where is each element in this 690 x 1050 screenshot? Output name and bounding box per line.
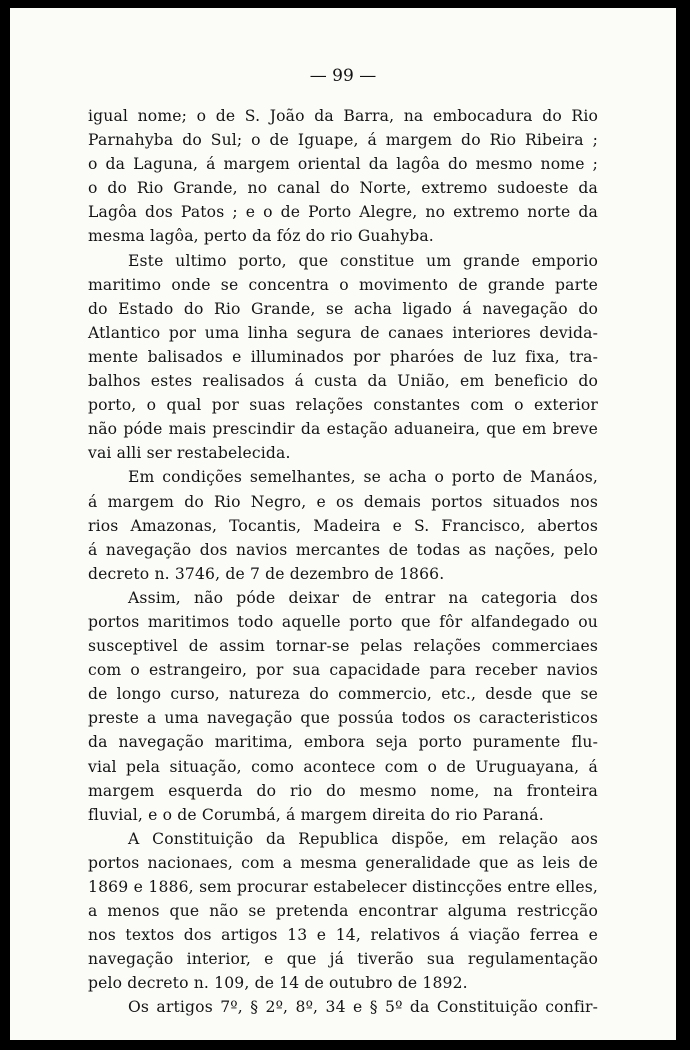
text-line: decreto n. 3746, de 7 de dezembro de 1866.: [88, 564, 445, 583]
text-line: maritimo onde se concentra o movimento de grande parte: [88, 275, 598, 294]
text-line: não póde mais prescindir da estação aduaneira, que em breve: [88, 420, 598, 439]
text-line: com o estrangeiro, por sua capacidade para receber navios: [88, 661, 598, 680]
text-line: pelo decreto n. 109, de 14 de outubro de 1892.: [88, 974, 468, 993]
text-line: o do Rio Grande, no canal do Norte, extremo sudoeste da: [88, 179, 598, 198]
text-line: susceptivel de assim tornar-se pelas relações commerciaes: [88, 637, 598, 656]
text-line: fluvial, e o de Corumbá, á margem direita do rio Paraná.: [88, 805, 544, 824]
text-line: preste a uma navegação que possúa todos os caracteristicos: [88, 709, 598, 728]
text-line: Lagôa dos Patos ; e o de Porto Alegre, no extremo norte da: [88, 203, 598, 222]
text-line: á navegação dos navios mercantes de todas as nações, pelo: [88, 540, 598, 559]
text-line: de longo curso, natureza do commercio, etc., desde que se: [88, 685, 598, 704]
text-line: Os artigos 7º, § 2º, 8º, 34 e § 5º da Constituição confir-: [128, 998, 598, 1017]
text-line: Parnahyba do Sul; o de Iguape, á margem do Rio Ribeira ;: [88, 131, 598, 150]
page-number: — 99 —: [309, 66, 377, 86]
text-line: porto, o qual por suas relações constantes com o exterior: [88, 396, 598, 415]
text-line: 1869 e 1886, sem procurar estabelecer distincções entre elles,: [88, 878, 598, 896]
text-line: vial pela situação, como acontece com o de Uruguayana, á: [88, 757, 598, 776]
text-line: A Constituição da Republica dispõe, em relação aos: [128, 829, 598, 848]
text-line: portos nacionaes, com a mesma generalidade que as leis de: [88, 853, 598, 872]
text-line: vai alli ser restabelecida.: [88, 444, 291, 463]
text-line: balhos estes realisados á custa da União, em beneficio do: [88, 372, 598, 391]
text-line: á margem do Rio Negro, e os demais portos situados nos: [88, 492, 598, 511]
text-line: Atlantico por uma linha segura de canaes interiores devida-: [88, 323, 598, 342]
text-line: Este ultimo porto, que constitue um grande emporio: [128, 251, 598, 270]
text-line: da navegação maritima, embora seja porto puramente flu-: [88, 733, 598, 752]
text-line: do Estado do Rio Grande, se acha ligado á navegação do: [88, 299, 598, 318]
text-line: igual nome; o de S. João da Barra, na embocadura do Rio: [88, 107, 598, 125]
text-line: mesma lagôa, perto da fóz do rio Guahyba.: [88, 227, 434, 246]
body-text: [88, 104, 598, 1020]
text-line: Em condições semelhantes, se acha o porto de Manáos,: [128, 468, 598, 487]
text-line: nos textos dos artigos 13 e 14, relativos á viação ferrea e: [88, 926, 598, 945]
document-page: [10, 8, 676, 1040]
text-line: navegação interior, e que já tiverão sua regulamentação: [88, 950, 598, 969]
text-line: Assim, não póde deixar de entrar na categoria dos: [128, 588, 598, 607]
text-line: margem esquerda do rio do mesmo nome, na fronteira: [88, 781, 598, 800]
text-line: rios Amazonas, Tocantis, Madeira e S. Francisco, abertos: [88, 516, 598, 535]
text-line: portos maritimos todo aquelle porto que fôr alfandegado ou: [88, 612, 598, 631]
text-line: a menos que não se pretenda encontrar alguma restricção: [88, 902, 598, 921]
text-line: mente balisados e illuminados por pharóes de luz fixa, tra-: [88, 347, 598, 366]
text-line: o da Laguna, á margem oriental da lagôa do mesmo nome ;: [88, 155, 598, 174]
